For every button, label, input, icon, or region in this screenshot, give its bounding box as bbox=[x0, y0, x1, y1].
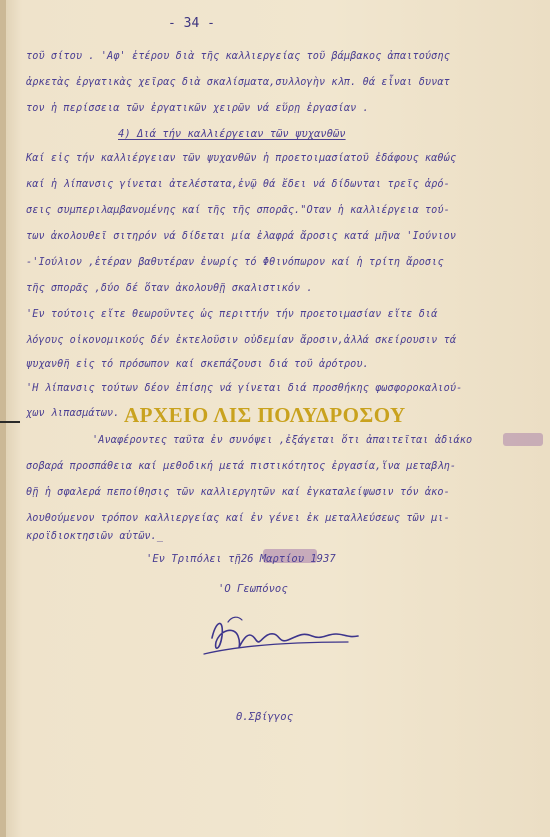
body-line: ψυχανθῆ εἰς τό πρόσωπον καί σκεπάζουσι διά τοῦ ἀρότρου. bbox=[26, 359, 369, 370]
body-line: κροϊδιοκτησιῶν αὐτῶν._ bbox=[26, 531, 164, 542]
body-line: λουθούμενον τρόπον καλλιεργείας καί ἐν γένει ἐκ μεταλλεύσεως τῶν μι- bbox=[26, 513, 450, 524]
body-line: Καί εἰς τήν καλλιέργειαν τῶν ψυχανθῶν ἡ προετοιμασίατοῦ ἐδάφους καθώς bbox=[26, 153, 457, 164]
body-line: 'Αναφέροντες ταῦτα ἐν συνόψει ,ἐξάγεται ὅτι ἀπαιτεῖται ἀδιάκο bbox=[92, 435, 473, 446]
body-line: των ἀκολουθεῖ σιτηρόν νά δίδεται μία ἐλαφρά ἄροσις κατά μῆνα 'Ιούνιον bbox=[26, 231, 457, 242]
section-heading: 4) Διά τήν καλλιέργειαν τῶν ψυχανθῶν bbox=[118, 128, 346, 140]
body-line: 'Η λίπανσις τούτων δέον ἐπίσης νά γίνεται διά προσθήκης φωσφοροκαλιού- bbox=[26, 383, 463, 394]
body-line: τῆς σπορᾶς ,δύο δέ ὅταν ἀκολουθῇ σκαλιστικόν . bbox=[26, 283, 313, 294]
body-line: 'Εν τούτοις εἴτε θεωροῦντες ὡς περιττήν τήν προετοιμασίαν εἴτε διά bbox=[26, 309, 438, 320]
signer-name: Θ.Σβίγγος bbox=[236, 711, 293, 723]
body-line: σοβαρά προσπάθεια καί μεθοδική μετά πιστικότητος ἐργασία,ἵνα μεταβλη- bbox=[26, 461, 457, 472]
archive-watermark: ΑΡΧΕΙΟ ΛΙΣ ΠΟΛΥΔΡΟΣΟΥ bbox=[124, 403, 406, 427]
body-line: ἀρκετὰς ἐργατικὰς χεῖρας διὰ σκαλίσματα,συλλογὴν κλπ. θά εἶναι δυνατ bbox=[26, 77, 450, 88]
body-line: καί ἡ λίπανσις γίνεται ἀτελέστατα,ἐνῷ θά ἔδει νά δίδωνται τρεῖς ἀρό- bbox=[26, 179, 450, 190]
body-line: θῇ ἡ σφαλερά πεποίθησις τῶν καλλιεργητῶν καί ἐγκαταλείψωσιν τόν ἀκο- bbox=[26, 487, 450, 498]
body-line: λόγους οἰκονομικούς δέν ἐκτελοῦσιν οὐδεμίαν ἄροσιν,ἀλλά σκείρουσιν τά bbox=[26, 335, 457, 346]
signer-role: 'Ο Γεωπόνος bbox=[218, 583, 288, 595]
date-line: 'Εν Τριπόλει τῇ26 Μαρτίου 1937 bbox=[146, 553, 336, 565]
body-line: σεις συμπεριλαμβανομένης καί τῆς τῆς σπορᾶς."Οταν ἡ καλλιέργεια τού- bbox=[26, 205, 450, 216]
page-number: - 34 - bbox=[168, 16, 215, 31]
paper-edge bbox=[0, 0, 6, 837]
handwritten-signature bbox=[198, 606, 398, 666]
body-line: τοῦ σίτου . 'Αφ' ἑτέρου διὰ τῆς καλλιεργείας τοῦ βάμβακος ἀπαιτούσης bbox=[26, 51, 450, 62]
margin-mark bbox=[0, 421, 20, 423]
body-line: χων λιπασμάτων. bbox=[26, 408, 120, 419]
body-line: τον ἡ περίσσεια τῶν ἐργατικῶν χειρῶν νά εὕρῃ ἐργασίαν . bbox=[26, 103, 369, 114]
body-line: -'Ιούλιον ,ἑτέραν βαθυτέραν ἐνωρίς τό Φθινόπωρον καί ἡ τρίτη ἄροσις bbox=[26, 257, 444, 268]
